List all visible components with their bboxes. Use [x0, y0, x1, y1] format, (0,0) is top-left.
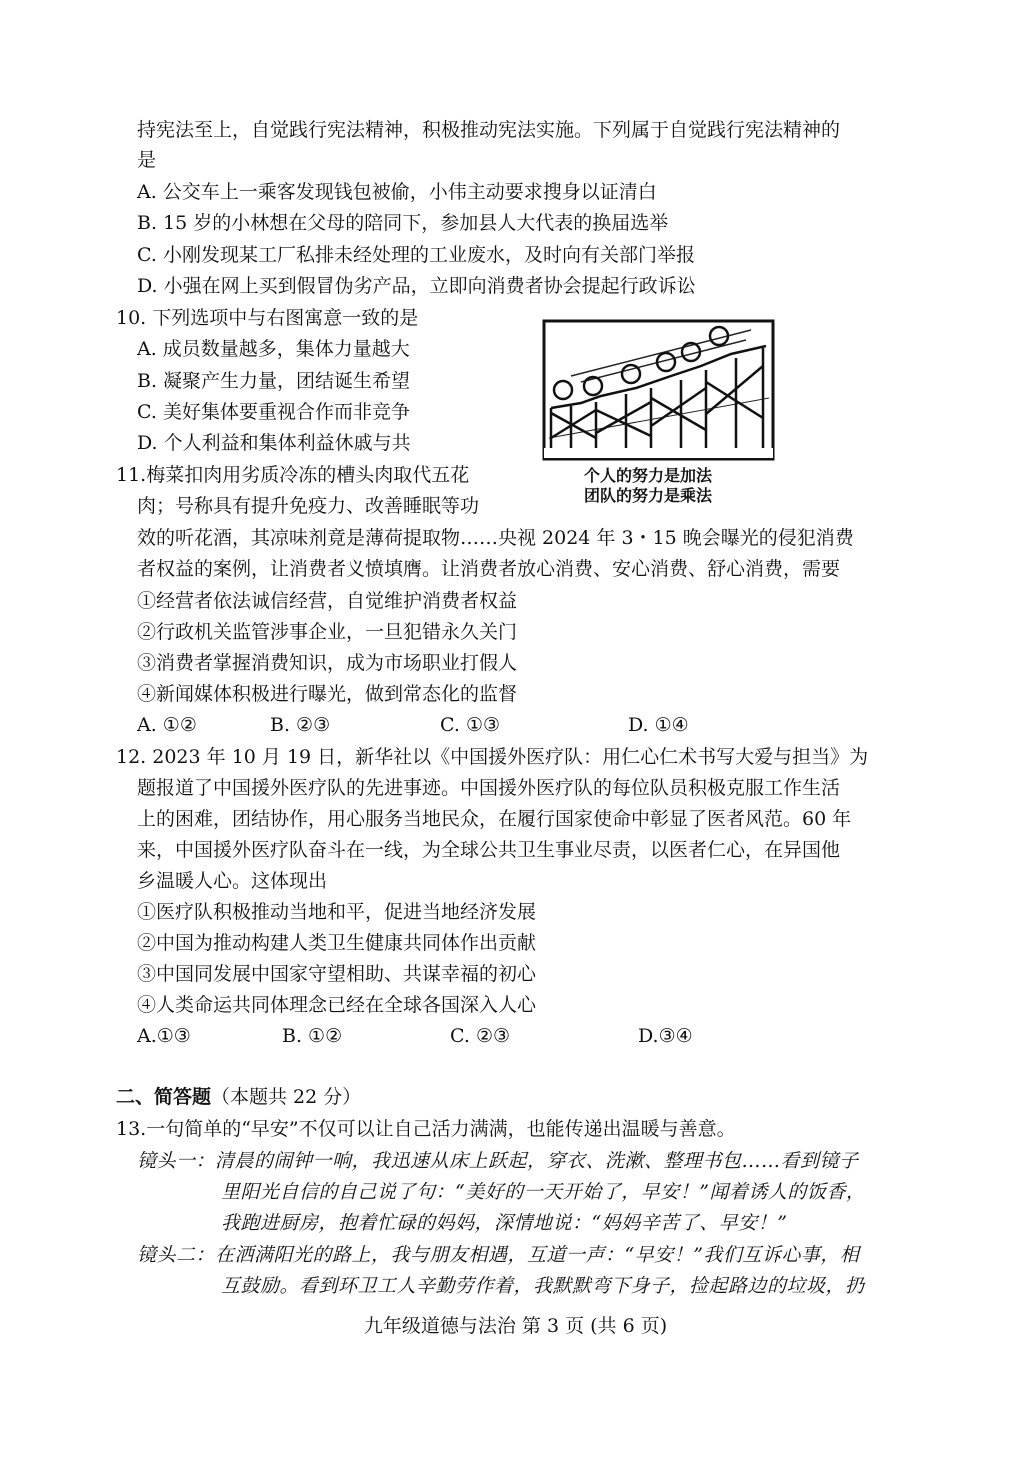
section-2-note: （本题共 22 分）: [211, 1086, 362, 1108]
q12-statement-4: ④人类命运共同体理念已经在全球各国深入人心: [137, 994, 537, 1016]
scene-1-line-1: 镜头一：清晨的闹钟一响，我迅速从床上跃起，穿衣、洗漱、整理书包……看到镜子: [137, 1150, 859, 1172]
q12-choice-b: B. ①②: [282, 1025, 343, 1047]
q10-option-d: D. 个人利益和集体利益休戚与共: [137, 432, 411, 454]
q10-option-c: C. 美好集体要重视合作而非竞争: [137, 401, 410, 423]
q13-stem: 13.一句简单的“早安”不仅可以让自己活力满满，也能传递出温暖与善意。: [116, 1118, 736, 1140]
section-2-title: 二、简答题: [116, 1086, 212, 1108]
q10-option-b: B. 凝聚产生力量，团结诞生希望: [137, 370, 411, 392]
q10-option-a: A. 成员数量越多，集体力量越大: [137, 338, 410, 360]
q9-option-b: B. 15 岁的小林想在父母的陪同下，参加县人大代表的换届选举: [137, 212, 669, 234]
q11-choice-c: C. ①③: [440, 714, 501, 736]
q11-statement-1: ①经营者依法诚信经营，自觉维护消费者权益: [137, 590, 518, 612]
q12-statement-3: ③中国同发展中国家守望相助、共谋幸福的初心: [137, 963, 537, 985]
q12-stem-line-4: 来，中国援外医疗队奋斗在一线，为全球公共卫生事业尽责，以医者仁心，在异国他: [137, 839, 841, 861]
section-2-heading: [116, 1085, 361, 1109]
q9-stem-line-2: 是: [137, 149, 157, 171]
q12-stem-line-1: 12. 2023 年 10 月 19 日，新华社以《中国援外医疗队：用仁心仁术书写大爱与担当》为: [116, 746, 869, 768]
q11-statement-3: ③消费者掌握消费知识，成为市场职业打假人: [137, 652, 518, 674]
q11-choice-d: D. ①④: [628, 714, 689, 736]
q12-choice-a: A.①③: [137, 1025, 191, 1047]
q11-statement-4: ④新闻媒体积极进行曝光，做到常态化的监督: [137, 683, 518, 705]
scene-1-line-3: 我跑进厨房，抱着忙碌的妈妈，深情地说：“妈妈辛苦了、早安！”: [221, 1212, 788, 1234]
q9-option-c: C. 小刚发现某工厂私排未经处理的工业废水，及时向有关部门举报: [137, 244, 695, 266]
q12-stem-line-3: 上的困难，团结协作，用心服务当地民众，在履行国家使命中彰显了医者风范。60 年: [137, 808, 852, 830]
q11-stem-line-3: 效的听花酒，其凉味剂竟是薄荷提取物……央视 2024 年 3・15 晚会曝光的侵犯消费: [137, 527, 854, 549]
q12-statement-1: ①医疗队积极推动当地和平，促进当地经济发展: [137, 901, 537, 923]
q12-stem-line-2: 题报道了中国援外医疗队的先进事迹。中国援外医疗队的每位队员积极克服工作生活: [137, 777, 841, 799]
q12-statement-2: ②中国为推动构建人类卫生健康共同体作出贡献: [137, 932, 537, 954]
q10-stem: 10. 下列选项中与右图寓意一致的是: [116, 307, 419, 329]
q12-stem-line-5: 乡温暖人心。这体现出: [137, 870, 328, 892]
scene-2-line-1: 镜头二：在洒满阳光的路上，我与朋友相遇，互道一声：“早安！”我们互诉心事，相: [137, 1244, 860, 1266]
q11-choice-a: A. ①②: [137, 714, 197, 736]
q11-stem-line-2: 肉；号称具有提升免疫力、改善睡眠等功: [137, 495, 480, 517]
q11-stem-line-4: 者权益的案例，让消费者义愤填膺。让消费者放心消费、安心消费、舒心消费，需要: [137, 558, 841, 580]
q11-stem-line-1: 11.梅菜扣肉用劣质冷冻的槽头肉取代五花: [116, 464, 470, 486]
page-footer: 九年级道德与法治 第 3 页 (共 6 页): [363, 1315, 668, 1337]
cartoon-caption-line-1: 个人的努力是加法: [584, 466, 713, 485]
q11-statement-2: ②行政机关监管涉事企业，一旦犯错永久关门: [137, 621, 518, 643]
q9-stem-line-1: 持宪法至上，自觉践行宪法精神，积极推动宪法实施。下列属于自觉践行宪法精神的: [137, 119, 841, 141]
q12-choice-c: C. ②③: [450, 1025, 511, 1047]
q11-choice-b: B. ②③: [270, 714, 331, 736]
q9-option-a: A. 公交车上一乘客发现钱包被偷，小伟主动要求搜身以证清白: [137, 181, 657, 203]
scene-1-line-2: 里阳光自信的自己说了句：“美好的一天开始了，早安！”闻着诱人的饭香，: [221, 1181, 866, 1203]
q9-option-d: D. 小强在网上买到假冒伪劣产品，立即向消费者协会提起行政诉讼: [137, 275, 696, 297]
q12-choice-d: D.③④: [638, 1025, 693, 1047]
cartoon-caption-line-2: 团队的努力是乘法: [584, 486, 713, 505]
scene-2-line-2: 互鼓励。看到环卫工人辛勤劳作着，我默默弯下身子，捡起路边的垃圾，扔: [221, 1275, 865, 1297]
